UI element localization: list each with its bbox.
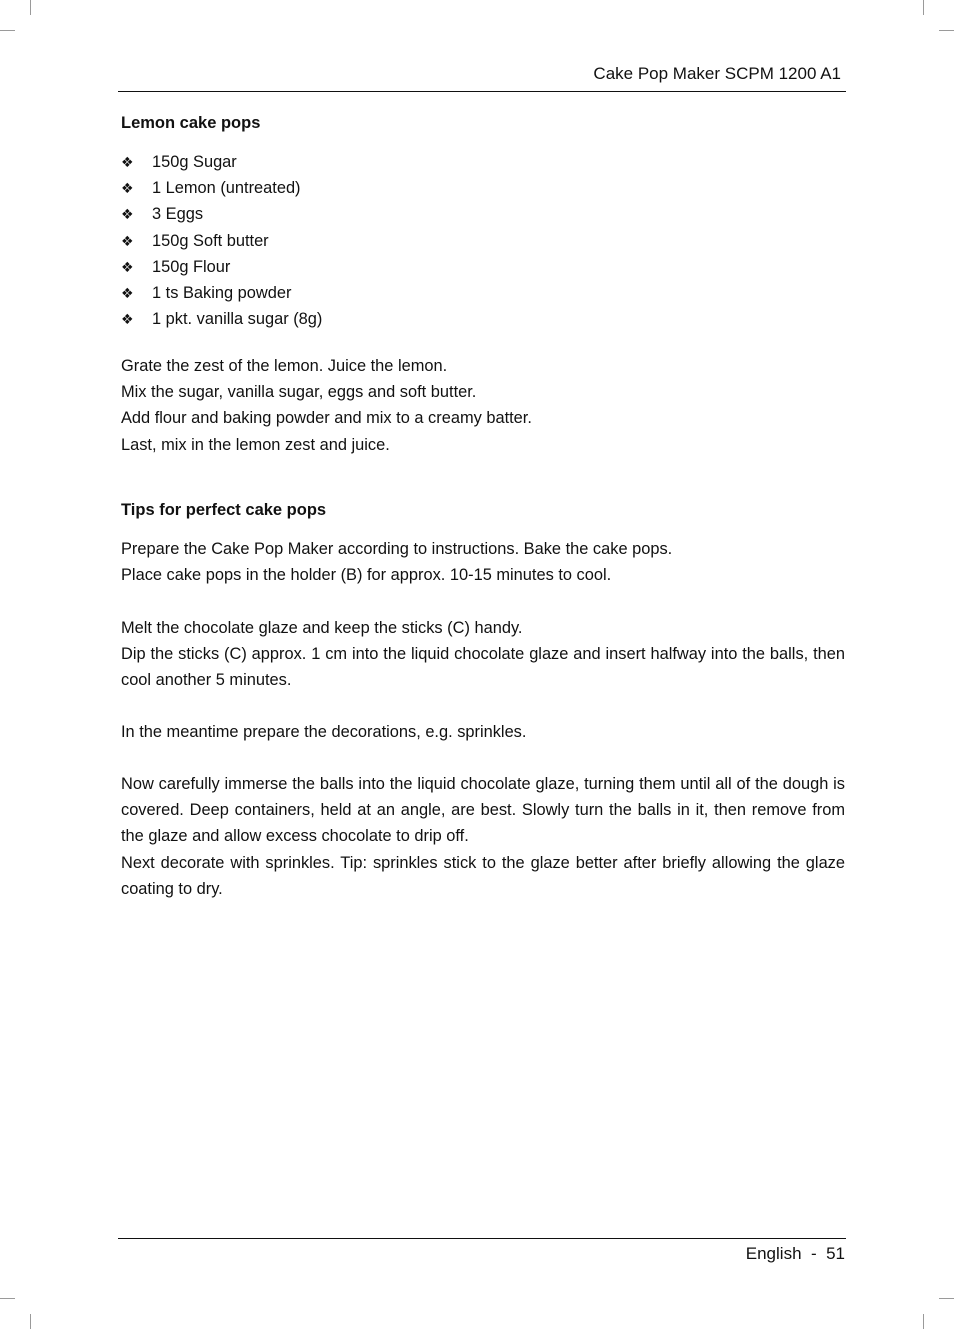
step-line: Grate the zest of the lemon. Juice the lemon. [121,357,448,375]
diamond-bullet-icon: ❖ [121,154,134,170]
header-rule [118,91,846,92]
tips-heading: Tips for perfect cake pops [121,501,327,519]
list-item: ❖ 1 pkt. vanilla sugar (8g) [121,306,322,332]
step-line: Mix the sugar, vanilla sugar, eggs and soft butter. [121,383,477,402]
recipe-heading: Lemon cake pops [121,114,261,132]
list-item: ❖ 3 Eggs [121,201,322,227]
tips-paragraph-2: Melt the chocolate glaze and keep the sticks (C) handy. Dip the sticks (C) approx. 1 cm into the liquid chocolate glaze and insert halfway into the balls, then cool another 5 minutes. [121,619,845,690]
diamond-bullet-icon: ❖ [121,232,134,249]
diamond-bullet-icon: ❖ [121,311,134,328]
diamond-bullet-icon: ❖ [121,180,134,197]
crop-mark [939,30,954,31]
diamond-bullet-icon: ❖ [121,258,134,275]
crop-mark [923,0,924,15]
step-line: Add flour and baking powder and mix to a creamy batter. [121,409,532,428]
crop-mark [30,1314,31,1329]
tips-paragraph-1: Prepare the Cake Pop Maker according to instructions. Bake the cake pops. Place cake pops in the holder (B) for approx. 10-15 minutes to cool. [121,540,673,585]
diamond-bullet-icon: ❖ [121,206,134,223]
crop-mark [30,0,31,15]
recipe-steps [121,353,845,458]
footer-rule [118,1238,846,1239]
diamond-bullet-icon: ❖ [121,284,134,301]
crop-mark [0,1298,15,1299]
crop-mark [923,1314,924,1329]
crop-mark [939,1298,954,1299]
list-item: ❖ 1 ts Baking powder [121,280,322,306]
step-line: Last, mix in the lemon zest and juice. [121,435,390,454]
crop-mark [0,30,15,31]
list-item: ❖ 150g Sugar [121,149,322,175]
tips-paragraph-3: In the meantime prepare the decorations, e.g. sprinkles. [121,723,527,741]
running-header: Cake Pop Maker SCPM 1200 A1 [593,64,841,83]
list-item: ❖ 150g Flour [121,254,322,280]
ingredient-list [121,149,322,332]
page-number: English - 51 [745,1244,845,1263]
list-item: ❖ 150g Soft butter [121,228,322,254]
list-item: ❖ 1 Lemon (untreated) [121,175,322,201]
tips-paragraph-4: Now carefully immerse the balls into the liquid chocolate glaze, turning them until all of the dough is covered. Deep containers, held at an angle, are best. Slowly turn the balls in it, then remove from the glaze and allow excess chocolate to drip off. Next decorate with sprinkles. Tip: sprinkles stick to the glaze better after briefly allowing the glaze coating to dry. [121,775,845,898]
